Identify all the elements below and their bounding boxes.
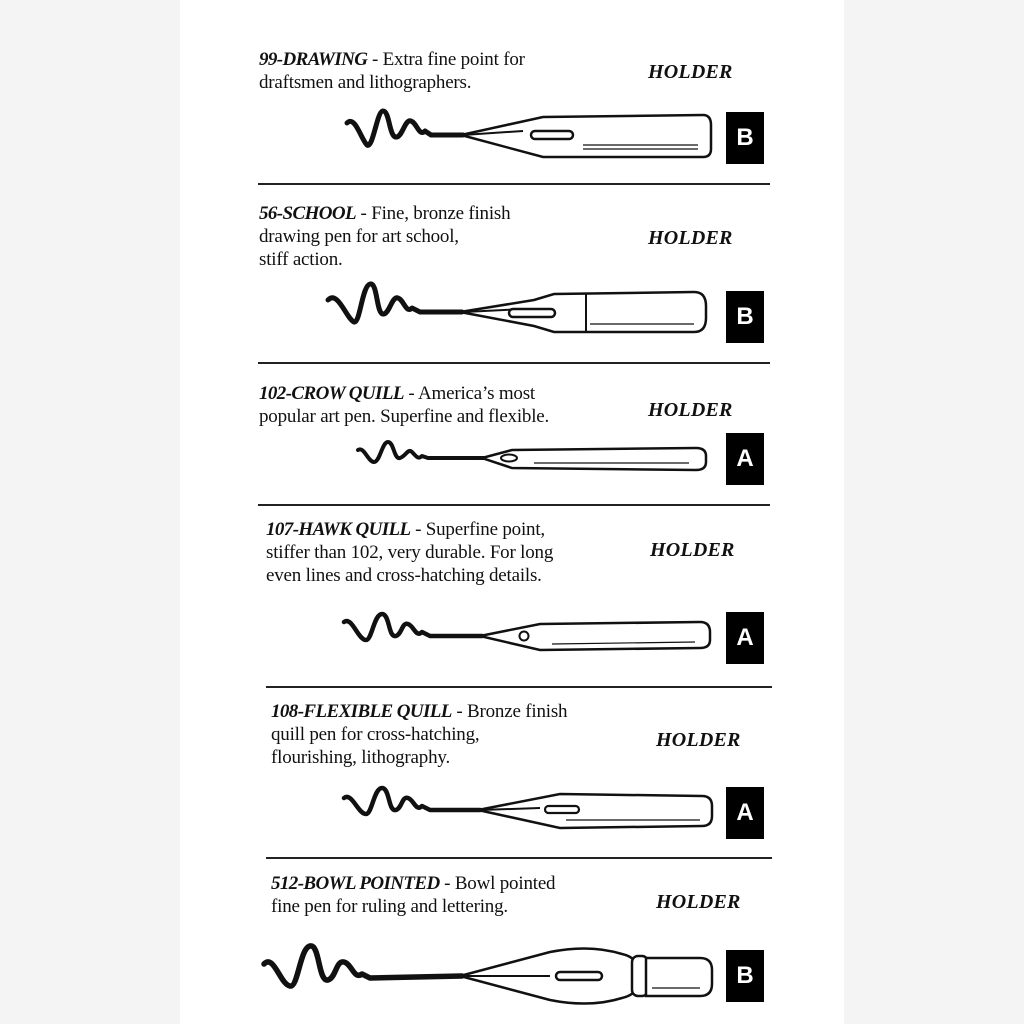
holder-type-badge: A bbox=[726, 787, 764, 839]
holder-label: HOLDER bbox=[648, 227, 733, 249]
holder-label: HOLDER bbox=[656, 891, 741, 913]
section-divider bbox=[266, 857, 772, 859]
pen-description bbox=[271, 700, 567, 769]
pen-description bbox=[266, 518, 553, 587]
crow-quill-nib-icon bbox=[354, 438, 714, 478]
drawing-pen-nib-icon bbox=[343, 105, 723, 175]
school-pen-nib-icon bbox=[324, 278, 714, 348]
holder-type-badge: A bbox=[726, 433, 764, 485]
pen-description-line: draftsmen and lithographers. bbox=[259, 72, 472, 93]
pen-description-line: fine pen for ruling and lettering. bbox=[271, 896, 508, 917]
pen-description-line: stiff action. bbox=[259, 249, 343, 270]
pen-description-line: - Bowl pointed bbox=[439, 873, 556, 894]
pen-name: 99-DRAWING bbox=[259, 49, 368, 70]
bowl-pointed-nib-icon bbox=[260, 940, 720, 1010]
pen-name: 102-CROW QUILL bbox=[259, 383, 404, 404]
pen-description-line: even lines and cross-hatching details. bbox=[266, 565, 542, 586]
hawk-quill-nib-icon bbox=[340, 610, 720, 660]
pen-chart-page bbox=[180, 0, 844, 1024]
holder-label: HOLDER bbox=[656, 729, 741, 751]
pen-name: 56-SCHOOL bbox=[259, 203, 356, 224]
pen-description-line: quill pen for cross-hatching, bbox=[271, 724, 480, 745]
pen-description bbox=[259, 48, 525, 94]
section-divider bbox=[266, 686, 772, 688]
pen-description-line: popular art pen. Superfine and flexible. bbox=[259, 406, 550, 427]
pen-description-line: flourishing, lithography. bbox=[271, 747, 450, 768]
holder-label: HOLDER bbox=[648, 61, 733, 83]
pen-description-line: stiffer than 102, very durable. For long bbox=[266, 542, 554, 563]
pen-name: 512-BOWL POINTED bbox=[271, 873, 440, 894]
pen-description-line: - America’s most bbox=[403, 383, 536, 404]
holder-label: HOLDER bbox=[650, 539, 735, 561]
section-divider bbox=[258, 504, 770, 506]
pen-name: 108-FLEXIBLE QUILL bbox=[271, 701, 452, 722]
pen-description bbox=[271, 872, 555, 918]
pen-description-line: - Fine, bronze finish bbox=[356, 203, 511, 224]
holder-label: HOLDER bbox=[648, 399, 733, 421]
section-divider bbox=[258, 362, 770, 364]
holder-type-badge: A bbox=[726, 612, 764, 664]
holder-type-badge: B bbox=[726, 112, 764, 164]
section-divider bbox=[258, 183, 770, 185]
pen-description-line: - Extra fine point for bbox=[367, 49, 525, 70]
pen-description-line: drawing pen for art school, bbox=[259, 226, 459, 247]
pen-name: 107-HAWK QUILL bbox=[266, 519, 411, 540]
pen-description bbox=[259, 382, 549, 428]
pen-description-line: - Bronze finish bbox=[451, 701, 568, 722]
holder-type-badge: B bbox=[726, 291, 764, 343]
pen-description bbox=[259, 202, 510, 271]
flexible-quill-nib-icon bbox=[340, 784, 720, 834]
pen-description-line: - Superfine point, bbox=[410, 519, 545, 540]
holder-type-badge: B bbox=[726, 950, 764, 1002]
